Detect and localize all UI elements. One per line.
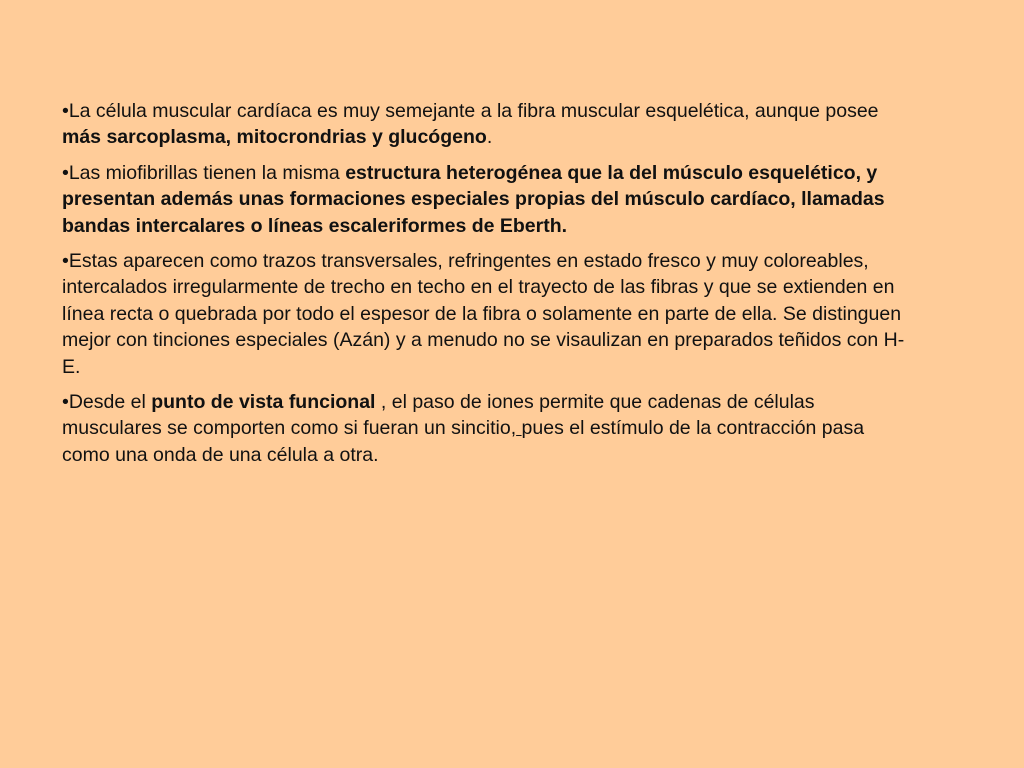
slide-text-body	[62, 98, 912, 477]
paragraph-1-text: •La célula muscular cardíaca es muy semejante a la fibra muscular esquelética, aunque posee	[62, 100, 879, 122]
paragraph-2	[62, 160, 912, 239]
paragraph-4-text-end: pues el estímulo de la contracción pasa como una onda de una célula a otra.	[62, 417, 865, 466]
paragraph-4-text-continued: , el paso de iones permite que cadenas de células musculares se comporten como si fueran un sincitio,	[62, 391, 815, 440]
paragraph-1	[62, 98, 912, 151]
paragraph-1-end: .	[486, 126, 493, 149]
paragraph-2-bold-text: estructura heterogénea que la del músculo esquelético, y presentan además unas formaciones especiales propias del músculo cardíaco, llamadas bandas intercalares o líneas escaleriformes de Eberth.	[62, 161, 885, 237]
paragraph-4	[62, 389, 912, 468]
paragraph-4-bold-text: punto de vista funcional	[151, 391, 376, 414]
paragraph-4-text: •Desde el	[62, 391, 152, 414]
paragraph-2-text: •Las miofibrillas tienen la misma	[62, 161, 346, 184]
paragraph-1-bold-text: más sarcoplasma, mitocrondrias y glucógeno	[62, 126, 487, 149]
paragraph-3	[62, 248, 912, 380]
paragraph-3-text: •Estas aparecen como trazos transversales, refringentes en estado fresco y muy coloreables, intercalados irregularmente de trecho en techo en el trayecto de las fibras y que se extienden en línea recta o quebrada por todo el espesor de la fibra o solamente en parte de ella. Se distinguen mejor con tinciones especiales (Azán) y a menudo no se visaulizan en preparados teñidos con H-E.	[62, 250, 905, 378]
